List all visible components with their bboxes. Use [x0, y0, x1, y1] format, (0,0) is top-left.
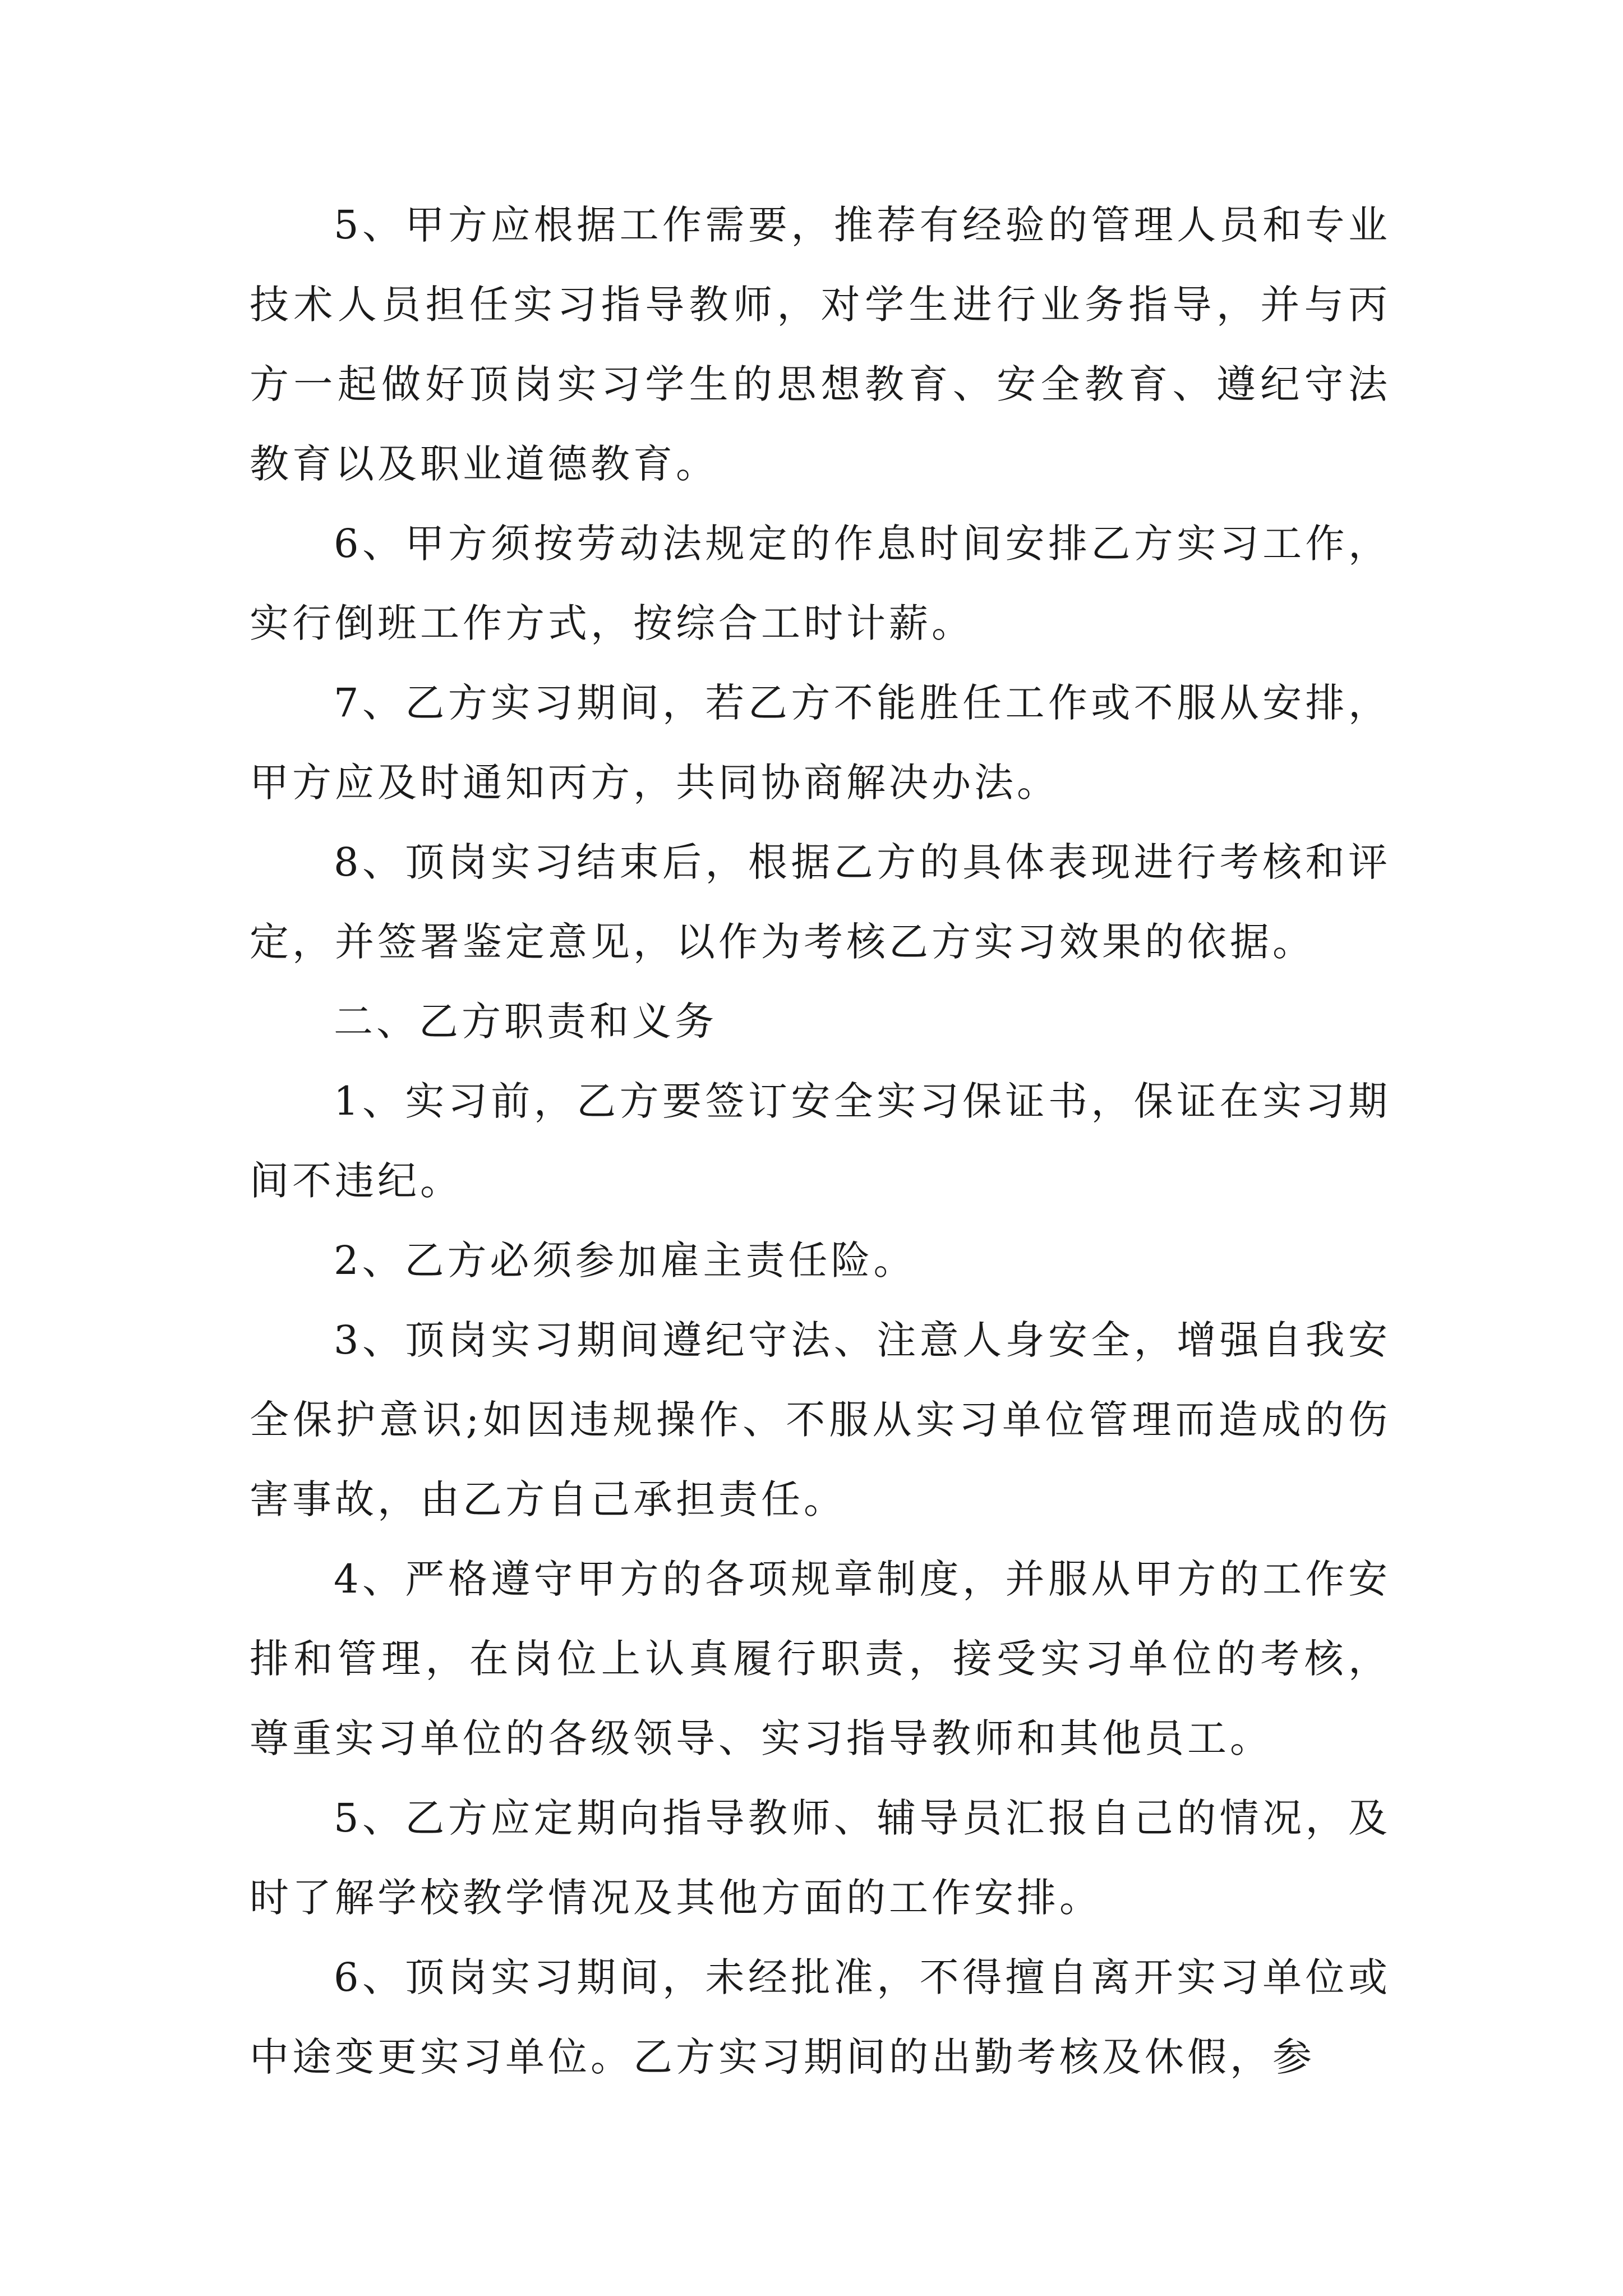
paragraph-clause-b3: 3、顶岗实习期间遵纪守法、注意人身安全，增强自我安全保护意识;如因违规操作、不服从实习单位管理而造成的伤害事故，由乙方自己承担责任。	[250, 1317, 1391, 1522]
document-body	[250, 185, 1391, 2097]
paragraph-clause-a7: 7、乙方实习期间，若乙方不能胜任工作或不服从安排，甲方应及时通知丙方，共同协商解决办法。	[250, 680, 1391, 806]
paragraph-clause-a5: 5、甲方应根据工作需要，推荐有经验的管理人员和专业技术人员担任实习指导教师，对学生进行业务指导，并与丙方一起做好顶岗实习学生的思想教育、安全教育、遵纪守法教育以及职业道德教育。	[250, 202, 1391, 487]
paragraph-clause-a8: 8、顶岗实习结束后，根据乙方的具体表现进行考核和评定，并签署鉴定意见，以作为考核乙方实习效果的依据。	[250, 839, 1391, 965]
paragraph-clause-b6: 6、顶岗实习期间，未经批准，不得擅自离开实习单位或中途变更实习单位。乙方实习期间的出勤考核及休假，参	[250, 1954, 1391, 2080]
paragraph-clause-b5: 5、乙方应定期向指导教师、辅导员汇报自己的情况，及时了解学校教学情况及其他方面的工作安排。	[250, 1795, 1391, 1921]
paragraph-clause-a6: 6、甲方须按劳动法规定的作息时间安排乙方实习工作，实行倒班工作方式，按综合工时计薪。	[250, 521, 1391, 646]
paragraph-clause-b2: 2、乙方必须参加雇主责任险。	[334, 1237, 916, 1283]
paragraph-clause-b4: 4、严格遵守甲方的各项规章制度，并服从甲方的工作安排和管理，在岗位上认真履行职责，接受实习单位的考核，尊重实习单位的各级领导、实习指导教师和其他员工。	[250, 1556, 1391, 1761]
section-heading-party-b: 二、乙方职责和义务	[334, 999, 717, 1045]
paragraph-clause-b1: 1、实习前，乙方要签订安全实习保证书，保证在实习期间不违纪。	[250, 1078, 1391, 1204]
